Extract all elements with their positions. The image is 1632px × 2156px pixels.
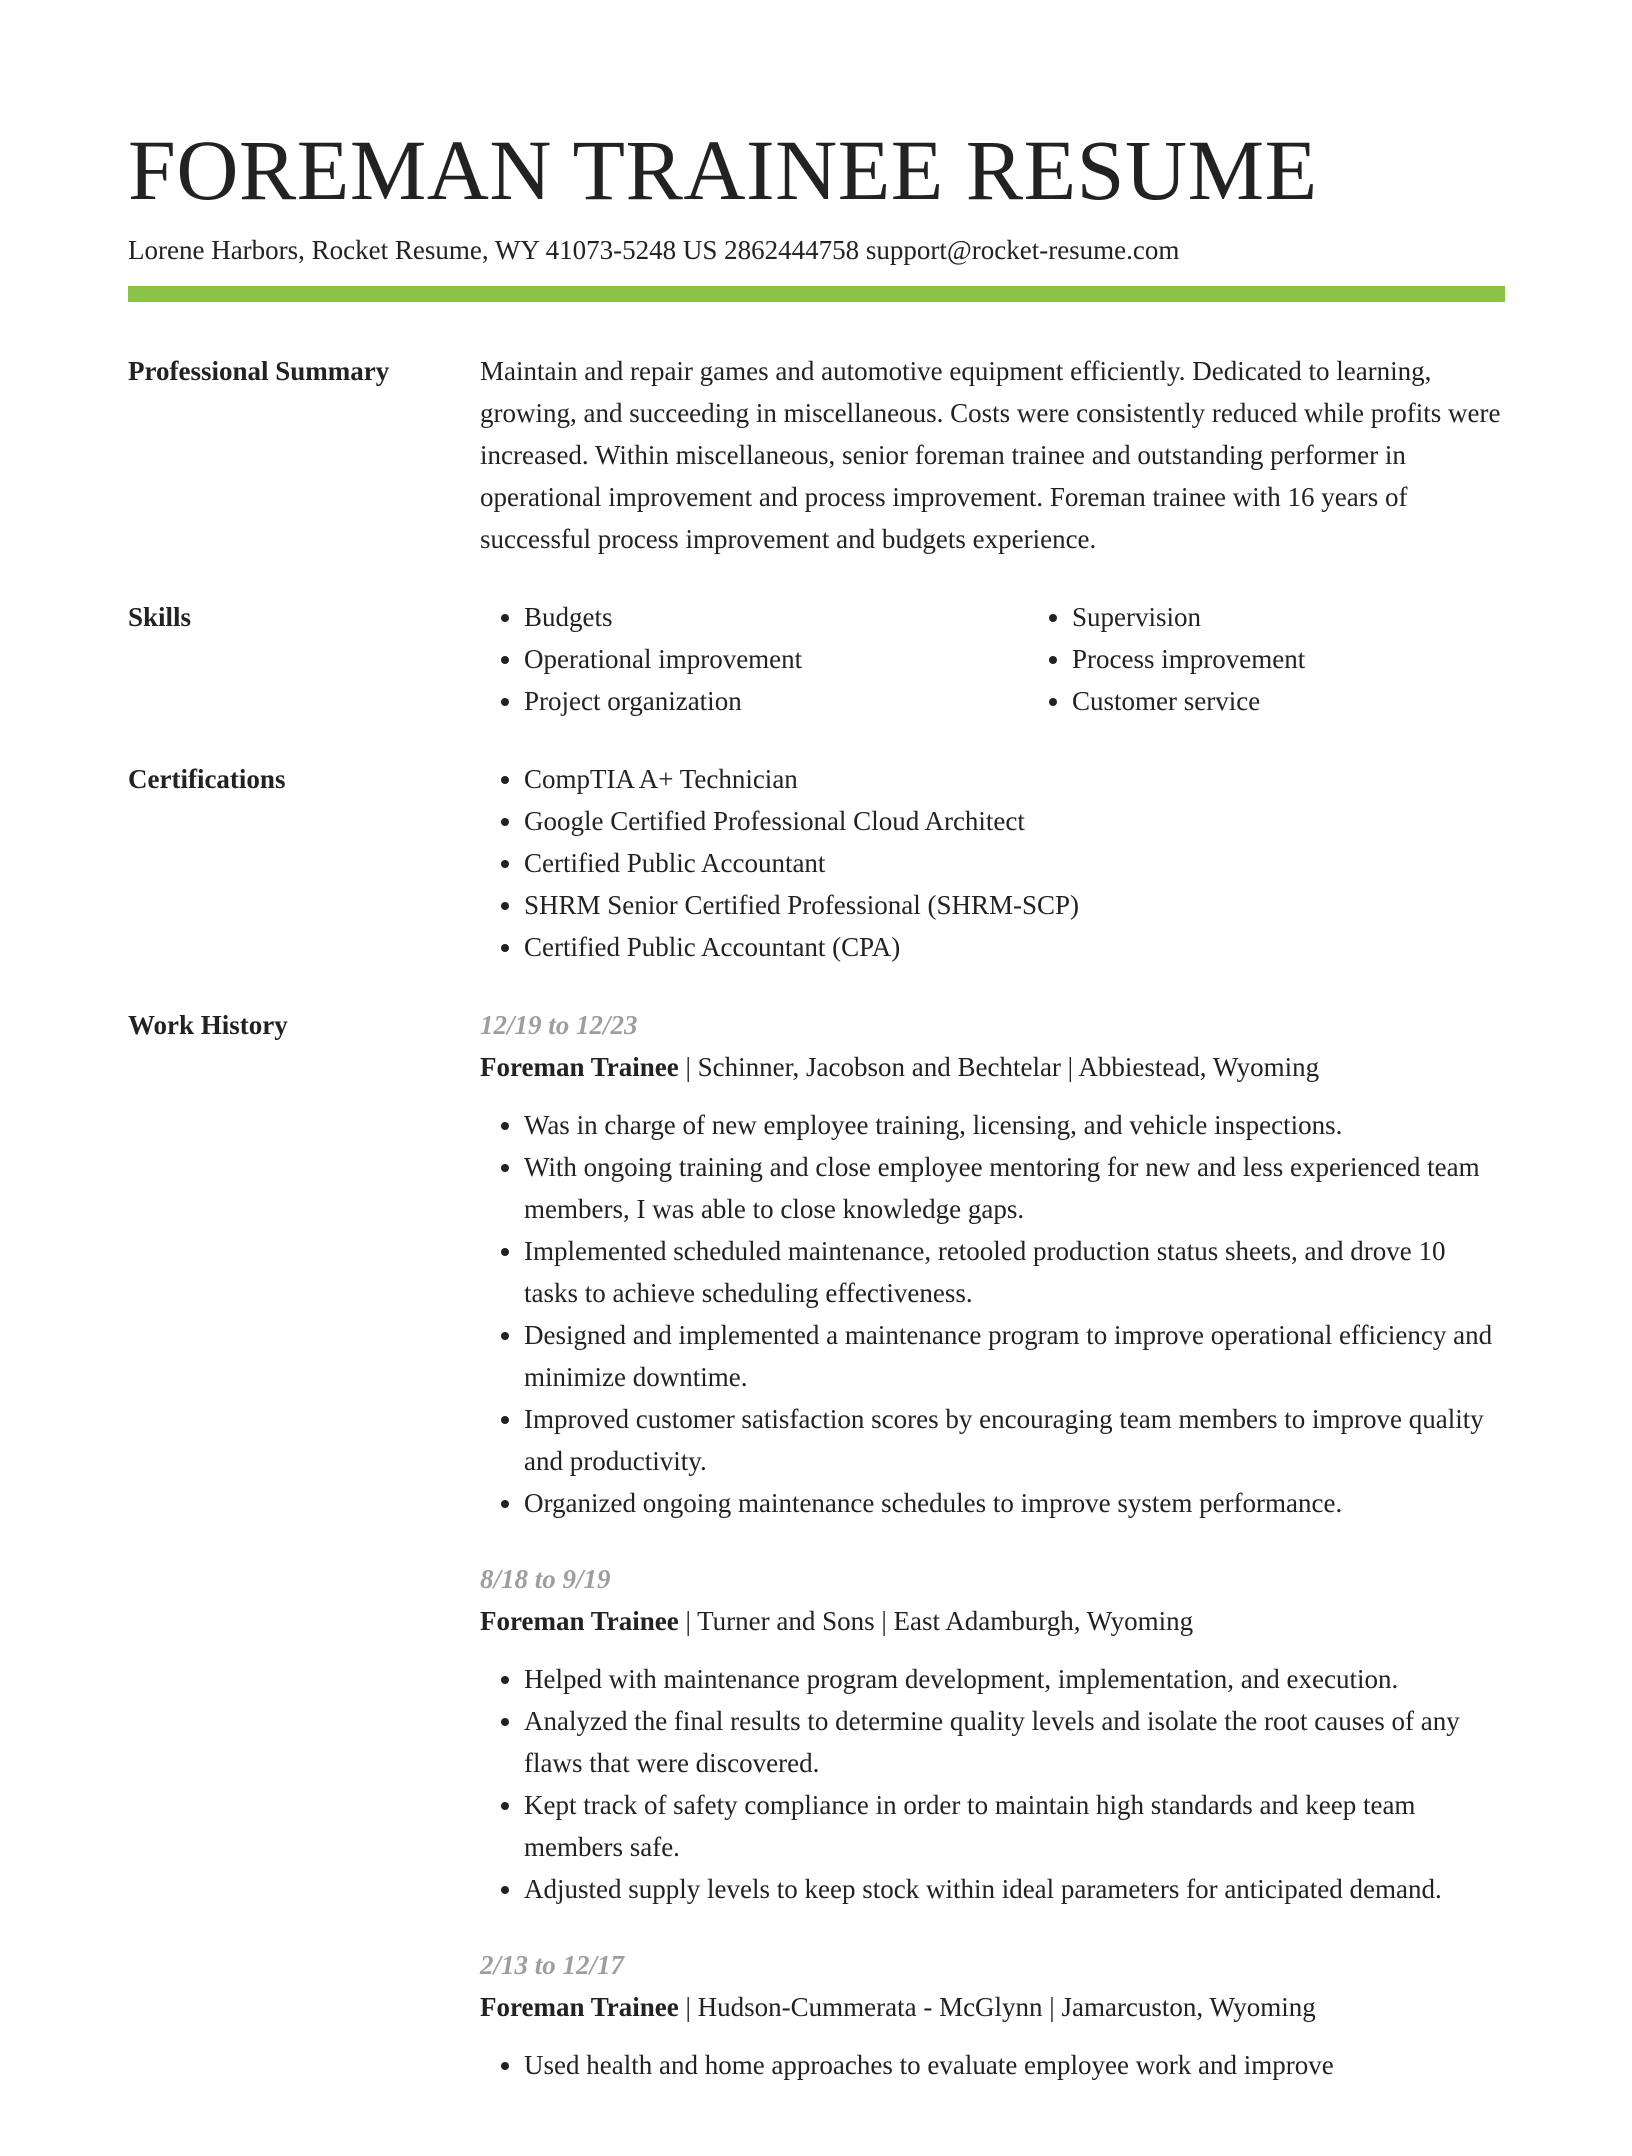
summary-text: Maintain and repair games and automotive equipment efficiently. Dedicated to learning, growing, and succeeding in miscellaneous. Costs were consistently reduced while profits were increased. Within miscellaneous, senior foreman trainee and outstanding performer in operational improvement and process improvement. Foreman trainee with 16 years of successful process improvement and budgets experience. xyxy=(480,356,1501,554)
section-label: Professional Summary xyxy=(128,356,390,386)
job-bullet: • Organized ongoing maintenance schedules to improve system performance. xyxy=(524,1482,1505,1524)
job-dates: 2/13 to 12/17 xyxy=(480,1950,625,1980)
section-label: Certifications xyxy=(128,764,286,794)
section-body xyxy=(480,758,1505,968)
certification-item: • Certified Public Accountant xyxy=(524,842,1505,884)
accent-divider xyxy=(128,286,1505,302)
job-details: | Hudson-Cummerata - McGlynn | Jamarcuston, Wyoming xyxy=(678,1992,1316,2022)
job-bullet: • Used health and home approaches to evaluate employee work and improve xyxy=(524,2044,1505,2086)
job-bullet: • Helped with maintenance program development, implementation, and execution. xyxy=(524,1658,1505,1700)
certification-item: • SHRM Senior Certified Professional (SHRM-SCP) xyxy=(524,884,1505,926)
skill-item: • Operational improvement xyxy=(524,638,1028,680)
job-entry xyxy=(480,1004,1505,1524)
skill-item: • Process improvement xyxy=(1072,638,1576,680)
certification-item: • CompTIA A+ Technician xyxy=(524,758,1505,800)
job-title: Foreman Trainee xyxy=(480,1606,679,1636)
section-skills xyxy=(128,596,1505,722)
skills-columns xyxy=(480,596,1576,722)
contact-line: Lorene Harbors, Rocket Resume, WY 41073-5248 US 2862444758 support@rocket-resume.com xyxy=(128,235,1180,265)
job-heading xyxy=(480,1046,1505,1088)
job-dates: 8/18 to 9/19 xyxy=(480,1564,611,1594)
job-bullet: • Improved customer satisfaction scores by encouraging team members to improve quality and productivity. xyxy=(524,1398,1505,1482)
section-work-history xyxy=(128,1004,1505,2120)
job-title: Foreman Trainee xyxy=(480,1052,679,1082)
job-heading xyxy=(480,1600,1505,1642)
skill-item: • Supervision xyxy=(1072,596,1576,638)
resume-title: FOREMAN TRAINEE RESUME xyxy=(128,122,1318,218)
job-bullet: • Implemented scheduled maintenance, retooled production status sheets, and drove 10 tasks to achieve scheduling effectiveness. xyxy=(524,1230,1505,1314)
section-label: Work History xyxy=(128,1010,288,1040)
skill-item: • Budgets xyxy=(524,596,1028,638)
job-bullet: • Kept track of safety compliance in order to maintain high standards and keep team members safe. xyxy=(524,1784,1505,1868)
skill-item: • Customer service xyxy=(1072,680,1576,722)
job-details: | Schinner, Jacobson and Bechtelar | Abbiestead, Wyoming xyxy=(678,1052,1320,1082)
job-bullet: • Was in charge of new employee training, licensing, and vehicle inspections. xyxy=(524,1104,1505,1146)
section-certifications xyxy=(128,758,1505,968)
job-entry xyxy=(480,1944,1505,2086)
resume-content xyxy=(128,350,1505,2156)
job-bullet: • With ongoing training and close employee mentoring for new and less experienced team members, I was able to close knowledge gaps. xyxy=(524,1146,1505,1230)
skills-list-right xyxy=(1028,596,1576,722)
job-dates: 12/19 to 12/23 xyxy=(480,1010,638,1040)
certification-item: • Certified Public Accountant (CPA) xyxy=(524,926,1505,968)
section-label: Skills xyxy=(128,602,192,632)
job-bullets xyxy=(480,1104,1505,1524)
job-details: | Turner and Sons | East Adamburgh, Wyoming xyxy=(678,1606,1194,1636)
certification-item: • Google Certified Professional Cloud Architect xyxy=(524,800,1505,842)
skills-list-left xyxy=(480,596,1028,722)
certifications-list xyxy=(480,758,1505,968)
section-body xyxy=(480,1004,1505,2120)
skill-item: • Project organization xyxy=(524,680,1028,722)
job-bullet: • Designed and implemented a maintenance program to improve operational efficiency and minimize downtime. xyxy=(524,1314,1505,1398)
job-heading xyxy=(480,1986,1505,2028)
job-title: Foreman Trainee xyxy=(480,1992,679,2022)
job-bullet: • Analyzed the final results to determine quality levels and isolate the root causes of any flaws that were discovered. xyxy=(524,1700,1505,1784)
job-entry xyxy=(480,1558,1505,1910)
job-bullet: • Adjusted supply levels to keep stock within ideal parameters for anticipated demand. xyxy=(524,1868,1505,1910)
section-professional-summary xyxy=(128,350,1505,560)
job-bullets xyxy=(480,2044,1505,2086)
job-bullets xyxy=(480,1658,1505,1910)
section-body xyxy=(480,350,1505,560)
